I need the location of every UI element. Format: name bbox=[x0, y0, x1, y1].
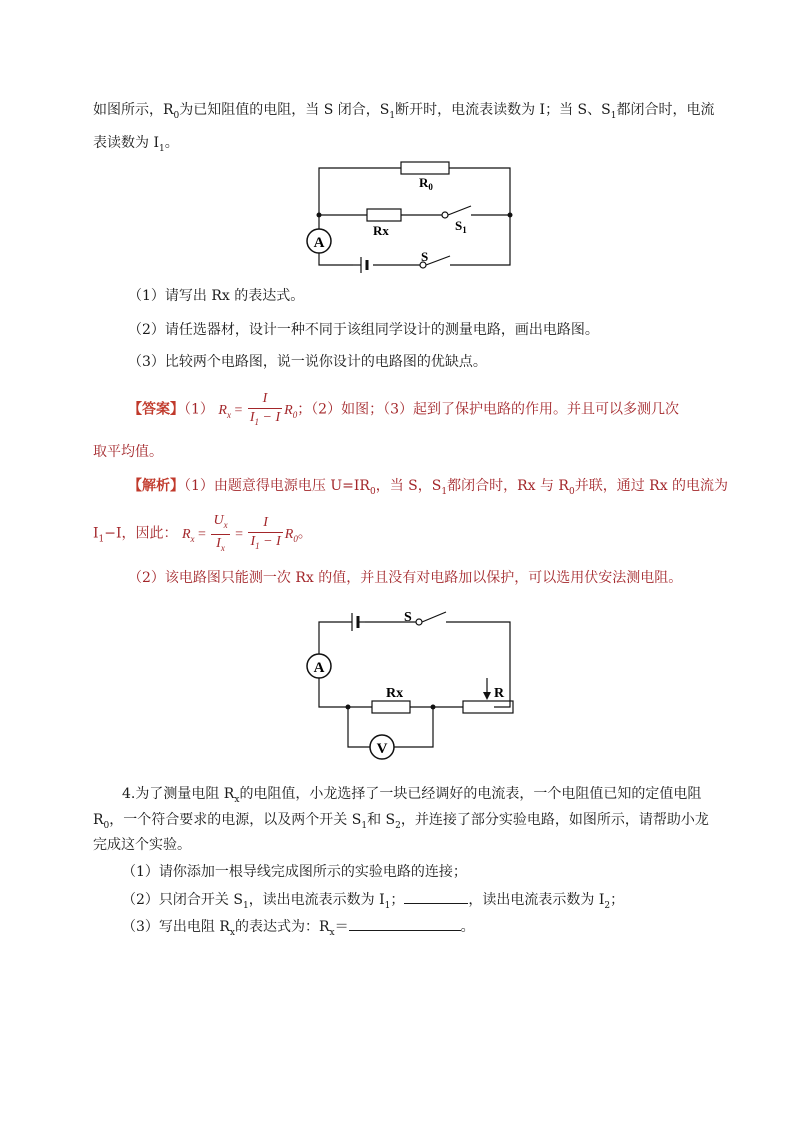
q4-line-3: 完成这个实验。 bbox=[93, 837, 191, 853]
junction-dot bbox=[346, 705, 351, 710]
answer-tag: 【答案】 bbox=[128, 401, 184, 418]
switch-s-blade bbox=[426, 256, 450, 265]
answer-line-2: 取平均值。 bbox=[93, 444, 163, 460]
resistor-r0 bbox=[401, 162, 449, 174]
subscript: 0 bbox=[173, 110, 180, 121]
junction-dot bbox=[508, 213, 513, 218]
answer-formula: $R_x$ = $\frac{I}{I_1 - I}$ $R_0$ bbox=[218, 391, 298, 427]
analysis-line-1: 【解析】（1）由题意得电源电压 $U=IR_0$，当 S，$S_1$都闭合时，Rx 与 $R_0$并联，通过 Rx 的电流为 bbox=[128, 478, 729, 497]
resistor-rx bbox=[367, 209, 401, 221]
wire bbox=[319, 253, 353, 265]
subscript: 1 bbox=[610, 110, 617, 121]
intro-line-2 bbox=[93, 133, 179, 159]
rx-label: Rx bbox=[386, 686, 404, 701]
r-label: R bbox=[494, 686, 505, 701]
answer-text: （1） bbox=[184, 401, 214, 418]
q4-sub-3: （3）写出电阻 $R_x$的表达式为：$R_x=$ 。 bbox=[122, 916, 475, 943]
switch-s-blade bbox=[422, 612, 446, 622]
wire bbox=[348, 707, 370, 747]
wire bbox=[319, 622, 352, 654]
rheostat-arrow bbox=[483, 692, 491, 700]
analysis-line-2: $I_1-I$，因此： $R_x$ = $\frac{U_x}{I_x}$ = $\frac{I}{I_1 - I}$ $R_0$。 bbox=[93, 513, 312, 553]
intro-line-1 bbox=[93, 100, 714, 126]
subscript: 1 bbox=[389, 110, 396, 121]
voltmeter-label: V bbox=[376, 741, 388, 757]
switch-s1-blade bbox=[448, 206, 471, 215]
subscript: 1 bbox=[158, 143, 165, 154]
ammeter-label: A bbox=[313, 660, 325, 676]
intro-text: 都闭合时，电流 bbox=[616, 102, 715, 118]
q4-line-1: 4.为了测量电阻 $R_x$的电阻值，小龙选择了一块已经调好的电流表，一个电阻值已知的定值电阻 bbox=[122, 786, 702, 805]
wire bbox=[319, 168, 401, 215]
switch-s1-contact bbox=[442, 212, 448, 218]
analysis-line-3: （2）该电路图只能测一次 Rx 的值，并且没有对电路加以保护，可以选用伏安法测电阻。 bbox=[128, 570, 683, 586]
q4-sub-1: （1）请你添加一根导线完成图所示的实验电路的连接； bbox=[122, 864, 467, 880]
intro-text: 表读数为 I bbox=[93, 135, 159, 151]
answer-blank[interactable] bbox=[349, 916, 461, 931]
intro-text: 如图所示，R bbox=[93, 102, 174, 118]
s-label: S bbox=[404, 610, 412, 625]
intro-text: 断开时，电流表读数为 I；当 S、S bbox=[395, 102, 611, 118]
circuit-diagram-2 bbox=[300, 600, 525, 770]
question-2: （2）请任选器材，设计一种不同于该组同学设计的测量电路，画出电路图。 bbox=[128, 322, 599, 338]
answer-text: ；（2）如图；（3）起到了保护电路的作用。并且可以多测几次 bbox=[297, 401, 680, 418]
rx-label: Rx bbox=[373, 223, 389, 238]
wire bbox=[449, 168, 510, 215]
switch-s-contact bbox=[416, 619, 422, 625]
intro-text: 。 bbox=[164, 135, 179, 151]
analysis-formula: $R_x$ = $\frac{U_x}{I_x}$ = $\frac{I}{I_1 - I}$ $R_0$ bbox=[181, 513, 298, 553]
question-3: （3）比较两个电路图，说一说你设计的电路图的优缺点。 bbox=[128, 354, 487, 370]
s-label: S bbox=[421, 249, 429, 264]
resistor-rx bbox=[372, 701, 410, 713]
wire bbox=[319, 678, 372, 707]
r0-label: $R_0$ bbox=[419, 175, 433, 192]
analysis-tag: 【解析】 bbox=[128, 478, 184, 494]
circuit-diagram-1 bbox=[295, 155, 525, 275]
junction-dot bbox=[317, 213, 322, 218]
q4-sub-2: （2）只闭合开关 $S_1$，读出电流表示数为 $I_1$； ，读出电流表示数为 $I_2$； bbox=[122, 889, 624, 916]
q4-line-2: $R_0$，一个符合要求的电源，以及两个开关 $S_1$和 $S_2$，并连接了部分实验电路，如图所示，请帮助小龙 bbox=[93, 812, 709, 831]
question-1: （1）请写出 Rx 的表达式。 bbox=[128, 288, 305, 304]
junction-dot bbox=[431, 705, 436, 710]
s1-label: $S_1$ bbox=[455, 218, 467, 235]
intro-text: 为已知阻值的电阻，当 S 闭合，S bbox=[179, 102, 390, 118]
answer-blank[interactable] bbox=[404, 889, 468, 904]
ammeter-label: A bbox=[313, 235, 325, 251]
answer-line-1 bbox=[128, 390, 679, 431]
